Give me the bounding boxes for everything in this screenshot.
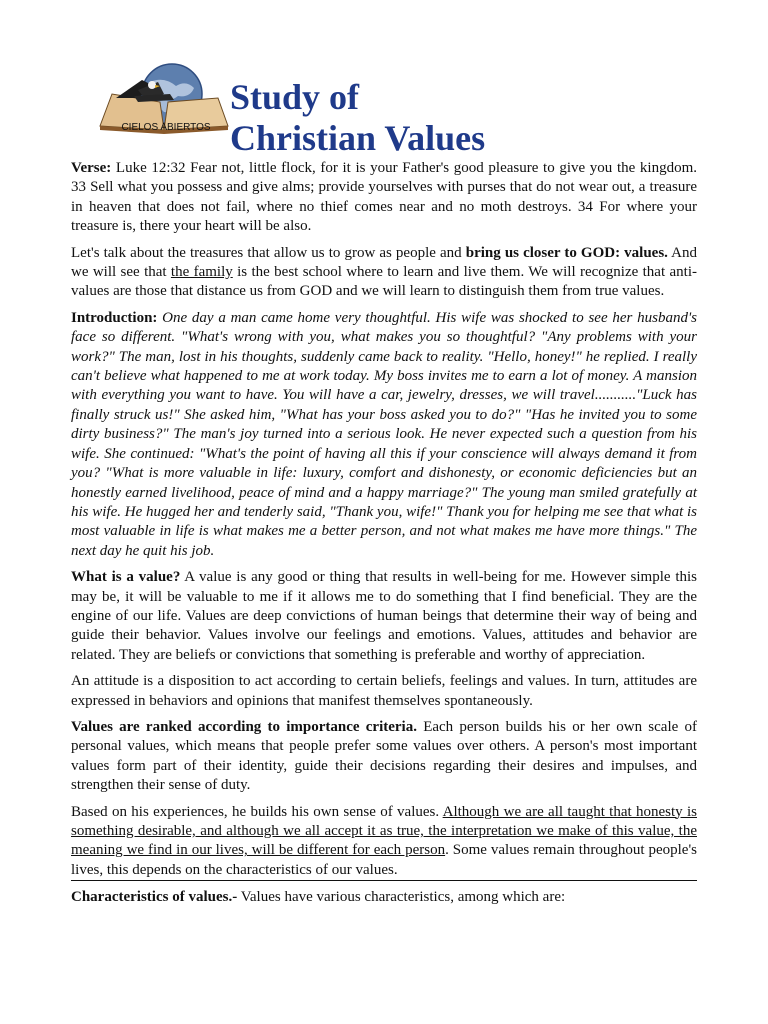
talk-text-3: is the best school where to learn and live them. We will recognize that anti-values are those that distance us from GOD and we will learn to distinguish them from true values. bbox=[71, 264, 697, 300]
attitude-paragraph: An attitude is a disposition to act according to certain beliefs, feelings and values. In turn, attitudes are expressed in behaviors and opinions that manifest themselves spontaneously. bbox=[71, 673, 697, 709]
what-is-value-paragraph bbox=[71, 568, 697, 665]
talk-bold: bring us closer to GOD: values. bbox=[465, 244, 668, 261]
characteristics-text: Values have various characteristics, among which are: bbox=[237, 889, 566, 906]
section-divider bbox=[71, 880, 697, 881]
ranked-text: Each person builds his or her own scale of personal values, which means that people prefer some values over others. A person's most important values form part of their identity, guide their decisions regarding their desires and impulses, and strengthen their sense of duty. bbox=[71, 718, 697, 794]
experiences-text-1: Based on his experiences, he builds his own sense of values. bbox=[71, 803, 443, 820]
experiences-text-2: . Some values remain throughout people's lives, this depends on the characteristics of our values. bbox=[71, 842, 697, 878]
talk-text-2: And we will see that bbox=[71, 244, 698, 281]
introduction-label: Introduction: bbox=[71, 309, 158, 326]
experiences-paragraph bbox=[71, 803, 697, 881]
verse-label: Verse: bbox=[71, 160, 112, 176]
talk-underline: the family bbox=[170, 264, 233, 281]
experiences-underline: Although we are all taught that honesty is something desirable, and although we all accept it as true, the interpretation we make of this value, the meaning we find in our lives, will be different for each person bbox=[71, 803, 697, 859]
characteristics-label: Characteristics of values.- bbox=[71, 889, 238, 906]
characteristics-paragraph bbox=[71, 888, 697, 907]
ranked-paragraph bbox=[71, 718, 697, 796]
verse-text: Luke 12:32 Fear not, little flock, for it is your Father's good pleasure to give you the kingdom. 33 Sell what you possess and give alms; provide yourselves with purses that do not wear out, a treasure in heaven that does not fail, where no thief comes near and no moth destroys. 34 For where your treasure is, there your heart will be also. bbox=[71, 160, 697, 235]
logo-text-bottom: CIELOS ABIERTOS bbox=[121, 122, 211, 133]
talk-paragraph bbox=[71, 244, 697, 302]
page-title bbox=[230, 77, 485, 159]
ranked-label: Values are ranked according to importance criteria. bbox=[71, 718, 417, 735]
what-is-value-label: What is a value? bbox=[71, 569, 181, 586]
title-line-2: Christian Values bbox=[230, 118, 486, 158]
verse-paragraph bbox=[71, 159, 697, 237]
what-is-value-text: A value is any good or thing that results in well-being for me. However simple this may be, it will be valuable to me if it allows me to do something that I find beneficial. They are the engine of our life. Values are deep convictions of human beings that determine their way of being and guide their behavior. Values involve our feelings and emotions. Values, attitudes and behavior are related. They are beliefs or convictions that something is preferable and worthy of appreciation. bbox=[71, 569, 697, 663]
introduction-paragraph bbox=[71, 309, 697, 561]
talk-text-1: Let's talk about the treasures that allow us to grow as people and bbox=[71, 244, 466, 261]
introduction-text: One day a man came home very thoughtful. His wife was shocked to see her husband's face so different. "What's wrong with you, what makes you so thoughtful? "Any problems with your work?" The man, lost in his thoughts, suddenly came back to reality. "Hello, honey!" he replied. I really can't believe what happened to me at work today. My boss invites me to earn a lot of money. A mansion with everything you want to have. You will have a car, jewelry, dresses, we will travel..........."Luck has finally struck us!" She asked him, "What has your boss asked you to do?" "Has he invited you to some dirty business?" The man's joy turned into a serious look. He never expected such a question from his wife. She continued: "What's the point of having all this if your conscience will always demand it from you? "What is more valuable in life: luxury, comfort and dishonesty, or economic deficiencies but an honestly earned livelihood, peace of mind and a happy marriage?" The young man smiled gratefully at his wife. He hugged her and tenderly said, "Thank you, wife!" Thank you for helping me see that what is most valuable in life is what makes me a better person, and not what makes me have more things." The next day he quit his job. bbox=[71, 309, 697, 559]
title-line-1: Study of bbox=[230, 77, 360, 117]
cmm-logo bbox=[94, 42, 232, 134]
document-body bbox=[71, 159, 697, 915]
